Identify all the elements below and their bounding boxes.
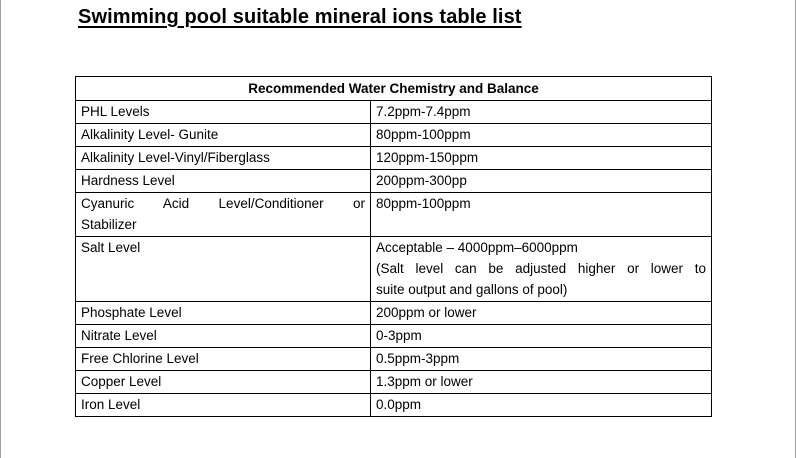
parameter-cell: Alkalinity Level- Gunite bbox=[76, 124, 371, 147]
table-header-row bbox=[76, 77, 712, 101]
parameter-cell: Free Chlorine Level bbox=[76, 348, 371, 371]
value-cell: 80ppm-100ppm bbox=[371, 124, 712, 147]
parameter-cell: Phosphate Level bbox=[76, 302, 371, 325]
page-title: Swimming pool suitable mineral ions table list bbox=[78, 6, 522, 28]
table-row bbox=[76, 237, 712, 302]
table-row bbox=[76, 394, 712, 417]
parameter-line: Stabilizer bbox=[81, 217, 137, 232]
value-cell: 120ppm-150ppm bbox=[371, 147, 712, 170]
parameter-line: Cyanuric Acid Level/Conditioner or bbox=[81, 196, 365, 211]
parameter-cell: Alkalinity Level-Vinyl/Fiberglass bbox=[76, 147, 371, 170]
table-row bbox=[76, 147, 712, 170]
parameter-cell: Nitrate Level bbox=[76, 325, 371, 348]
value-cell: 0-3ppm bbox=[371, 325, 712, 348]
table-row bbox=[76, 124, 712, 147]
table-row bbox=[76, 325, 712, 348]
table-row bbox=[76, 170, 712, 193]
table-row bbox=[76, 101, 712, 124]
value-line: (Salt level can be adjusted higher or lower to bbox=[376, 261, 706, 276]
table-row bbox=[76, 371, 712, 394]
water-chemistry-table bbox=[75, 76, 712, 417]
parameter-cell: Iron Level bbox=[76, 394, 371, 417]
parameter-cell: Hardness Level bbox=[76, 170, 371, 193]
value-cell: 1.3ppm or lower bbox=[371, 371, 712, 394]
parameter-cell bbox=[76, 193, 371, 237]
table-row bbox=[76, 193, 712, 237]
table-row bbox=[76, 348, 712, 371]
value-cell: 0.0ppm bbox=[371, 394, 712, 417]
value-cell: 0.5ppm-3ppm bbox=[371, 348, 712, 371]
page-edge-left bbox=[0, 0, 1, 458]
value-cell: 200ppm or lower bbox=[371, 302, 712, 325]
value-cell: 80ppm-100ppm bbox=[371, 193, 712, 237]
table-header: Recommended Water Chemistry and Balance bbox=[76, 77, 712, 101]
value-cell bbox=[371, 237, 712, 302]
value-cell: 200ppm-300pp bbox=[371, 170, 712, 193]
parameter-cell: Copper Level bbox=[76, 371, 371, 394]
parameter-cell: Salt Level bbox=[76, 237, 371, 302]
table-row bbox=[76, 302, 712, 325]
value-line: suite output and gallons of pool) bbox=[376, 282, 568, 297]
value-cell: 7.2ppm-7.4ppm bbox=[371, 101, 712, 124]
value-line: Acceptable – 4000ppm–6000ppm bbox=[376, 240, 578, 255]
parameter-cell: PHL Levels bbox=[76, 101, 371, 124]
